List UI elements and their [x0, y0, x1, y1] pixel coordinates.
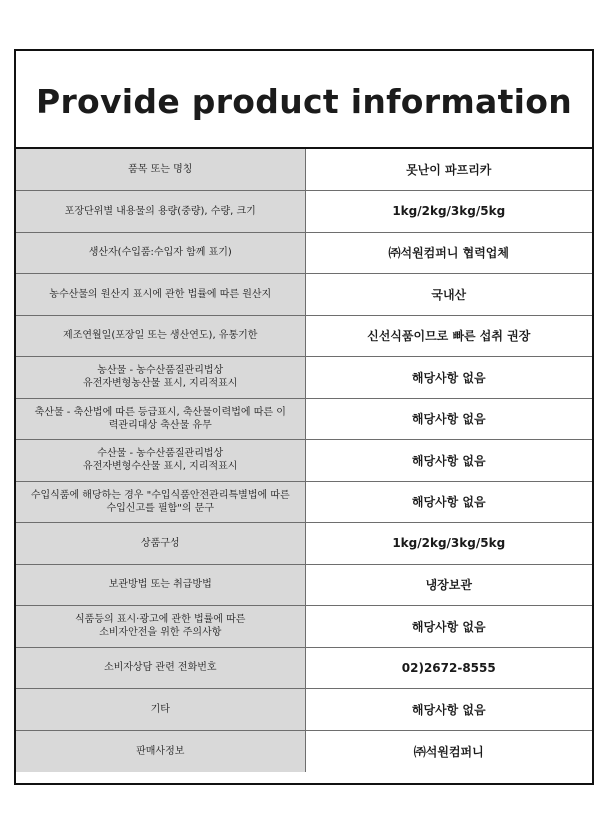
- table-row: [16, 149, 592, 191]
- product-info-table: [16, 149, 592, 772]
- table-row: [16, 398, 592, 440]
- row-label: 판매사정보: [16, 730, 305, 772]
- row-value: 1kg/2kg/3kg/5kg: [305, 191, 592, 233]
- row-value: 신선식품이므로 빠른 섭취 권장: [305, 315, 592, 357]
- table-row: [16, 232, 592, 274]
- row-label: 품목 또는 명칭: [16, 149, 305, 191]
- row-value: 국내산: [305, 274, 592, 316]
- product-info-sheet: [14, 49, 594, 785]
- table-row: [16, 481, 592, 523]
- row-label: 소비자상담 관련 전화번호: [16, 647, 305, 689]
- row-label: 농산물 - 농수산품질관리법상 유전자변형농산물 표시, 지리적표시: [16, 357, 305, 399]
- row-label: 축산물 - 축산법에 따른 등급표시, 축산물이력법에 따른 이 력관리대상 축산물 유무: [16, 398, 305, 440]
- row-label: 보관방법 또는 취급방법: [16, 564, 305, 606]
- row-value: 해당사항 없음: [305, 606, 592, 648]
- row-label: 식품등의 표시·광고에 관한 법률에 따른 소비자안전을 위한 주의사항: [16, 606, 305, 648]
- row-value: 해당사항 없음: [305, 398, 592, 440]
- row-value: 02)2672-8555: [305, 647, 592, 689]
- table-row: [16, 191, 592, 233]
- row-value: 해당사항 없음: [305, 357, 592, 399]
- row-label: 수산물 - 농수산품질관리법상 유전자변형수산물 표시, 지리적표시: [16, 440, 305, 482]
- table-row: [16, 689, 592, 731]
- row-label: 농수산물의 원산지 표시에 관한 법률에 따른 원산지: [16, 274, 305, 316]
- table-row: [16, 564, 592, 606]
- row-value: 1kg/2kg/3kg/5kg: [305, 523, 592, 565]
- row-value: 해당사항 없음: [305, 689, 592, 731]
- row-value: 해당사항 없음: [305, 481, 592, 523]
- row-value: ㈜석원컴퍼니: [305, 730, 592, 772]
- row-label: 제조연월일(포장일 또는 생산연도), 유통기한: [16, 315, 305, 357]
- title-box: [16, 51, 592, 149]
- table-row: [16, 440, 592, 482]
- row-value: 냉장보관: [305, 564, 592, 606]
- table-row: [16, 357, 592, 399]
- row-label: 포장단위별 내용물의 용량(중량), 수량, 크기: [16, 191, 305, 233]
- row-label: 기타: [16, 689, 305, 731]
- table-row: [16, 606, 592, 648]
- table-row: [16, 315, 592, 357]
- row-label: 상품구성: [16, 523, 305, 565]
- row-value: 못난이 파프리카: [305, 149, 592, 191]
- table-row: [16, 523, 592, 565]
- row-label: 생산자(수입품:수입자 함께 표기): [16, 232, 305, 274]
- page-title: Provide product information: [35, 81, 573, 121]
- table-row: [16, 274, 592, 316]
- table-row: [16, 730, 592, 772]
- table-row: [16, 647, 592, 689]
- row-label: 수입식품에 해당하는 경우 "수입식품안전관리특별법에 따른 수입신고를 필함"의 문구: [16, 481, 305, 523]
- row-value: ㈜석원컴퍼니 협력업체: [305, 232, 592, 274]
- row-value: 해당사항 없음: [305, 440, 592, 482]
